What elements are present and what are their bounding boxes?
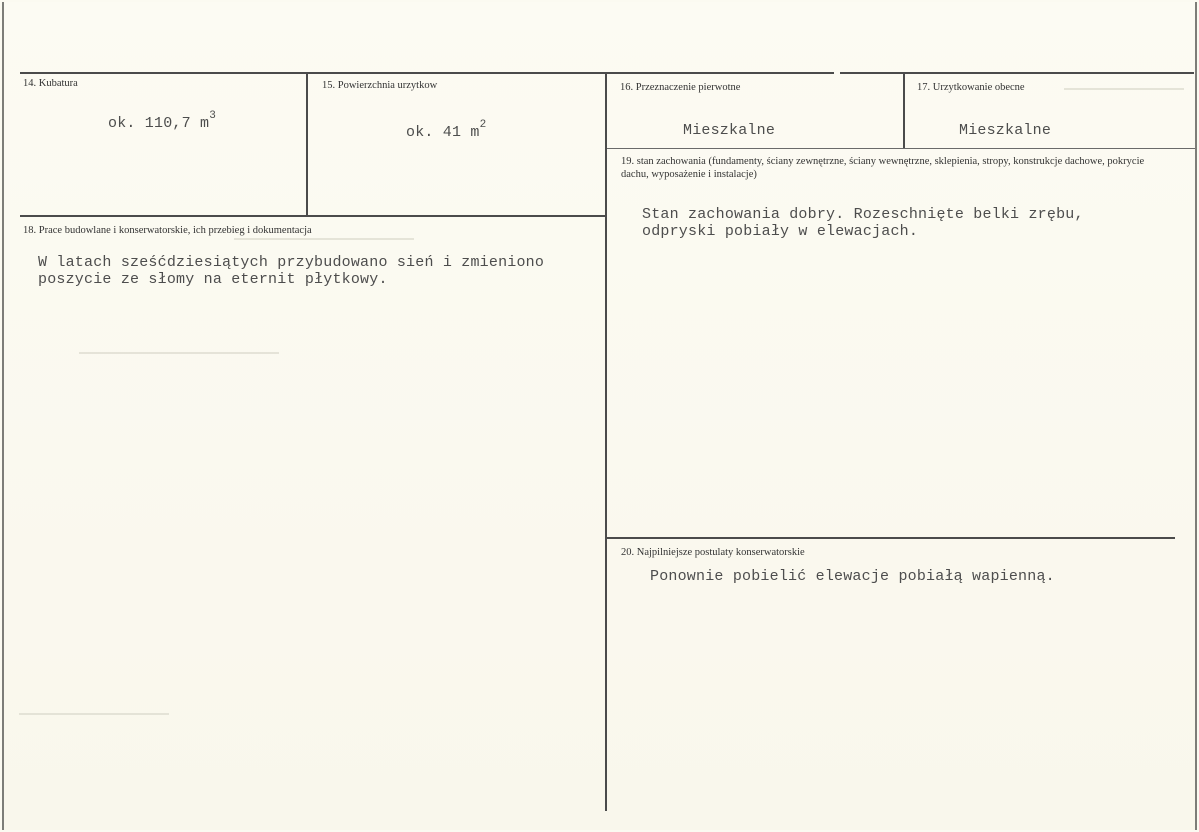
divider-16-17 xyxy=(903,73,905,149)
record-card-sheet xyxy=(2,2,1197,830)
field-17-label: 17. Urzytkowanie obecne xyxy=(917,82,1025,93)
field-19-label: 19. stan zachowania (fundamenty, ściany zewnętrzne, ściany wewnętrzne, sklepienia, stropy, konstrukcje dachowe, pokrycie dachu, wyposażenie i instalacje) xyxy=(621,156,1145,180)
field-14-unit-sup: 3 xyxy=(209,110,217,122)
field-16-label: 16. Przeznaczenie pierwotne xyxy=(620,82,741,93)
field-15-label: 15. Powierzchnia urzytkow xyxy=(322,80,438,91)
divider-14-15 xyxy=(306,73,308,216)
field-14-value xyxy=(108,110,216,132)
field-20-label: 20. Najpilniejsze postulaty konserwatorskie xyxy=(621,547,805,558)
field-15-unit-sup: 2 xyxy=(479,119,487,131)
field-17-value: Mieszkalne xyxy=(959,122,1052,139)
rule-under-16-17 xyxy=(607,148,1195,149)
field-16-value: Mieszkalne xyxy=(683,122,776,139)
field-15-value xyxy=(406,119,486,141)
field-18-label: 18. Prace budowlane i konserwatorskie, ich przebieg i dokumentacja xyxy=(23,225,312,236)
field-15-number: ok. 41 m xyxy=(406,124,480,141)
top-rule-right xyxy=(840,72,1194,74)
faint-mark xyxy=(234,238,414,240)
rule-above-20 xyxy=(607,537,1175,539)
faint-mark xyxy=(79,352,279,354)
field-19-value: Stan zachowania dobry. Rozeschnięte belki zrębu, odpryski pobiały w elewacjach. xyxy=(642,206,1084,240)
field-14-number: ok. 110,7 m xyxy=(108,115,210,132)
divider-main xyxy=(605,73,607,811)
faint-mark xyxy=(19,713,169,715)
faint-mark xyxy=(1064,88,1184,90)
field-18-value: W latach sześćdziesiątych przybudowano sień i zmieniono poszycie ze słomy na eternit płytkowy. xyxy=(38,254,545,288)
rule-under-14-15 xyxy=(20,215,606,217)
field-14-label: 14. Kubatura xyxy=(23,78,78,89)
top-rule xyxy=(20,72,834,74)
field-20-value: Ponownie pobielić elewacje pobiałą wapienną. xyxy=(650,568,1055,585)
